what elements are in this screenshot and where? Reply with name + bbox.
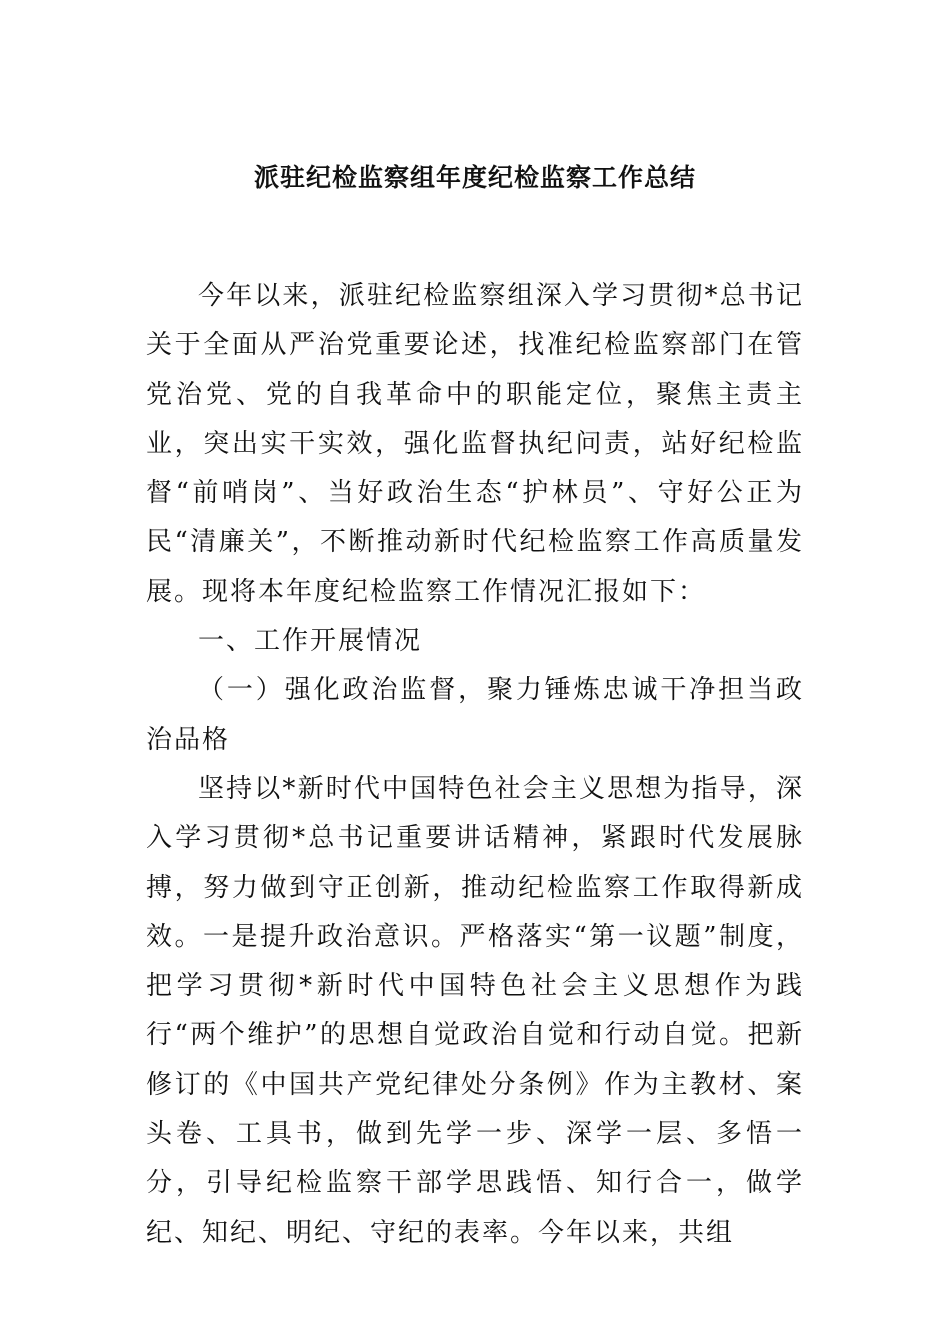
section-heading: 一、工作开展情况 bbox=[198, 626, 423, 657]
document-body bbox=[146, 272, 804, 1258]
paragraph-intro: 今年以来，派驻纪检监察组深入学习贯彻*总书记关于全面从严治党重要论述，找准纪检监察部门在管党治党、党的自我革命中的职能定位，聚焦主责主业，突出实干实效，强化监督执纪问责，站好纪检监督“前哨岗”、当好政治生态“护林员”、守好公正为民“清廉关”，不断推动新时代纪检监察工作高质量发展。现将本年度纪检监察工作情况汇报如下： bbox=[146, 281, 804, 607]
document-title: 派驻纪检监察组年度纪检监察工作总结 bbox=[253, 163, 696, 192]
subsection-heading: （一）强化政治监督，聚力锤炼忠诚干净担当政治品格 bbox=[146, 675, 804, 755]
paragraph-body: 坚持以*新时代中国特色社会主义思想为指导，深入学习贯彻*总书记重要讲话精神，紧跟时代发展脉搏，努力做到守正创新，推动纪检监察工作取得新成效。一是提升政治意识。严格落实“第一议题”制度，把学习贯彻*新时代中国特色社会主义思想作为践行“两个维护”的思想自觉政治自觉和行动自觉。把新修订的《中国共产党纪律处分条例》作为主教材、案头卷、工具书，做到先学一步、深学一层、多悟一分，引导纪检监察干部学思践悟、知行合一，做学纪、知纪、明纪、守纪的表率。今年以来，共组 bbox=[146, 773, 804, 1248]
